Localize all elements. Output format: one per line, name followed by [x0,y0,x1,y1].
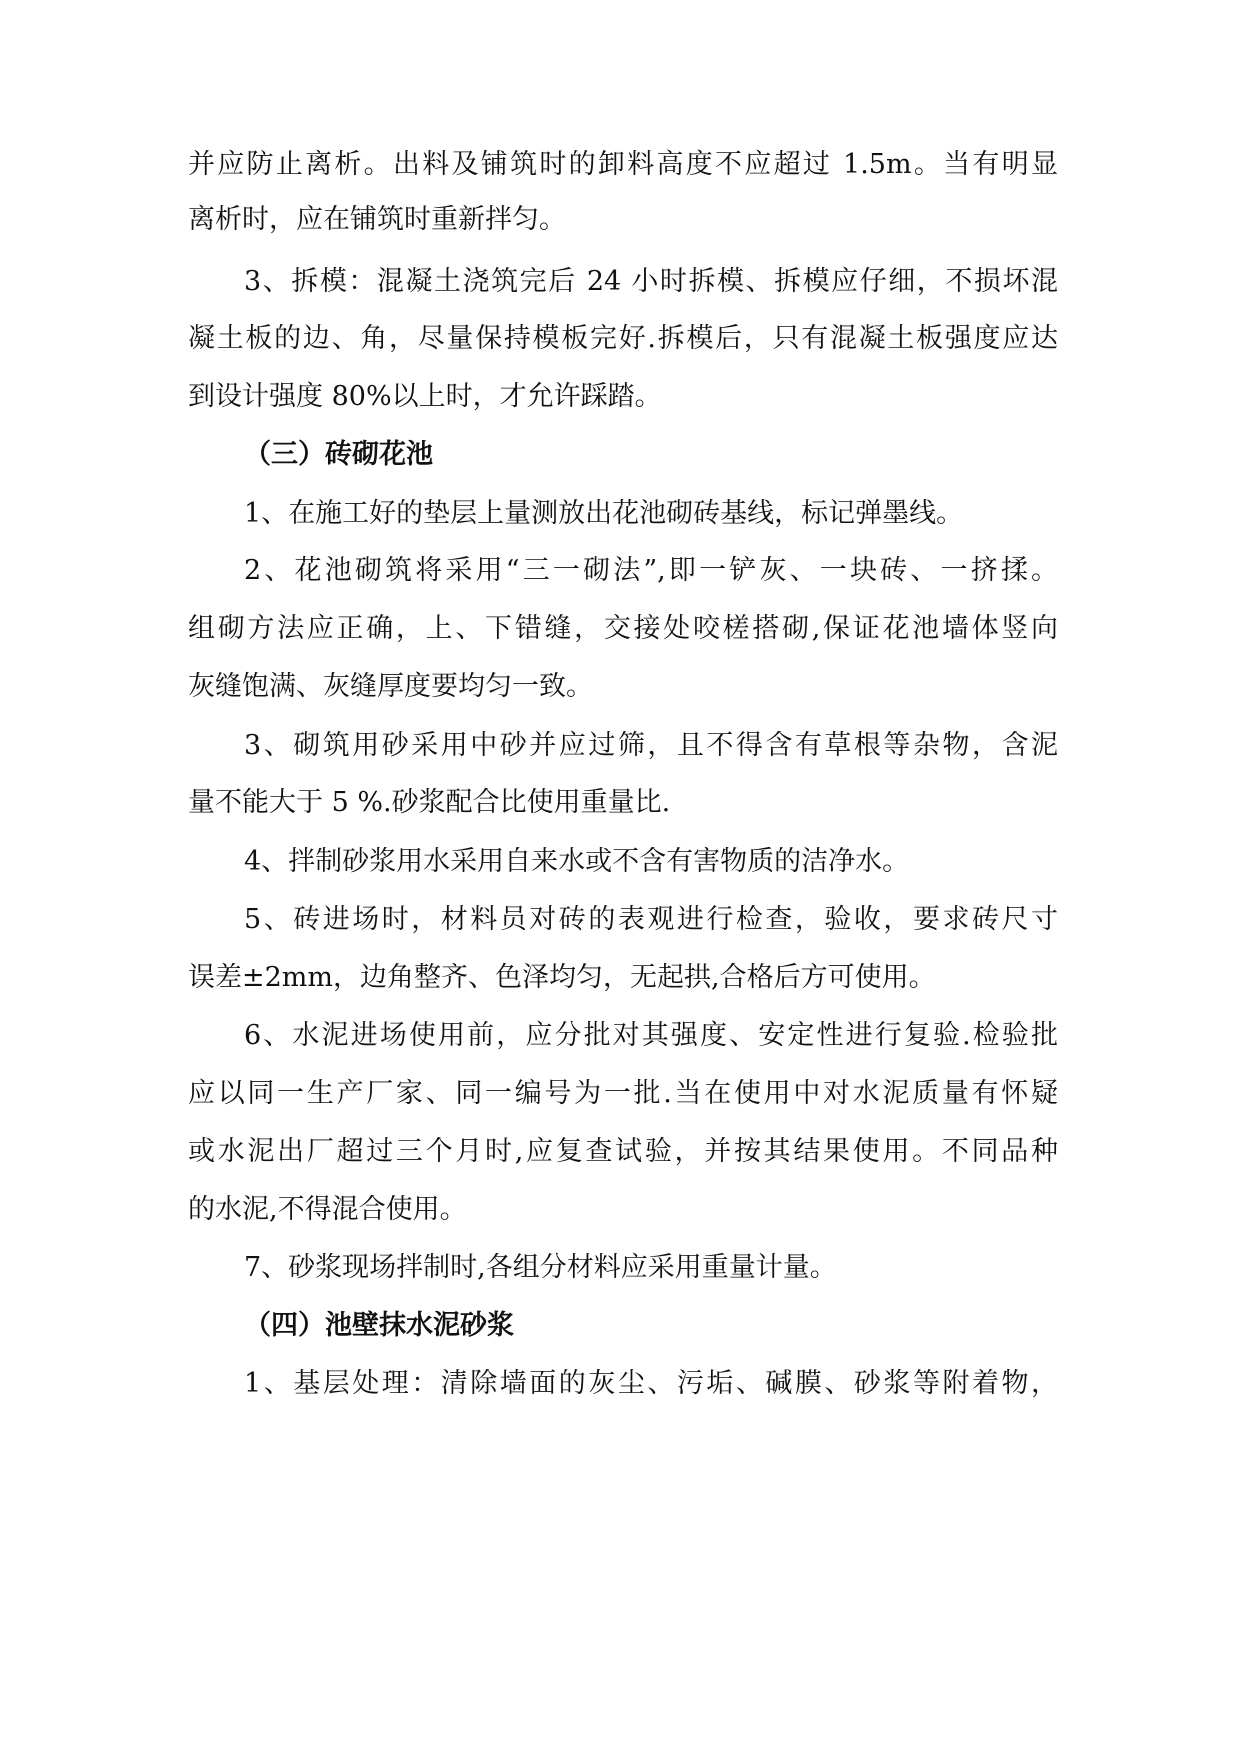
paragraph-line: 并应防止离析。出料及铺筑时的卸料高度不应超过 1.5m。当有明显 [188,149,1058,180]
paragraph-line: 应以同一生产厂家、同一编号为一批.当在使用中对水泥质量有怀疑 [188,1078,1058,1109]
paragraph-line: 量不能大于 5 %.砂浆配合比使用重量比. [188,787,671,818]
paragraph-line: 离析时，应在铺筑时重新拌匀。 [188,204,566,235]
section-heading: （四）池壁抹水泥砂浆 [244,1310,514,1341]
paragraph-line: 的水泥,不得混合使用。 [188,1194,467,1225]
paragraph-line: 1、基层处理：清除墙面的灰尘、污垢、碱膜、砂浆等附着物， [244,1368,1058,1399]
paragraph-line: 7、砂浆现场拌制时,各组分材料应采用重量计量。 [244,1252,837,1283]
paragraph-line: 灰缝饱满、灰缝厚度要均匀一致。 [188,671,593,702]
paragraph-line: 1、在施工好的垫层上量测放出花池砌砖基线，标记弹墨线。 [244,498,964,529]
paragraph-line: 到设计强度 80%以上时，才允许踩踏。 [188,381,662,412]
section-heading: （三）砖砌花池 [244,439,433,470]
paragraph-line: 误差±2mm，边角整齐、色泽均匀，无起拱,合格后方可使用。 [188,962,936,993]
paragraph-line: 3、砌筑用砂采用中砂并应过筛，且不得含有草根等杂物，含泥 [244,730,1058,761]
paragraph-line: 或水泥出厂超过三个月时,应复查试验，并按其结果使用。不同品种 [188,1136,1058,1167]
paragraph-line: 组砌方法应正确，上、下错缝，交接处咬槎搭砌,保证花池墙体竖向 [188,613,1058,644]
paragraph-line: 6、水泥进场使用前，应分批对其强度、安定性进行复验.检验批 [244,1020,1058,1051]
paragraph-line: 3、拆模：混凝土浇筑完后 24 小时拆模、拆模应仔细，不损坏混 [244,266,1058,297]
paragraph-line: 2、花池砌筑将采用“三一砌法”,即一铲灰、一块砖、一挤揉。 [244,555,1058,586]
paragraph-line: 凝土板的边、角，尽量保持模板完好.拆模后，只有混凝土板强度应达 [188,323,1058,354]
paragraph-line: 4、拌制砂浆用水采用自来水或不含有害物质的洁净水。 [244,846,910,877]
paragraph-line: 5、砖进场时，材料员对砖的表观进行检查，验收，要求砖尺寸 [244,904,1058,935]
